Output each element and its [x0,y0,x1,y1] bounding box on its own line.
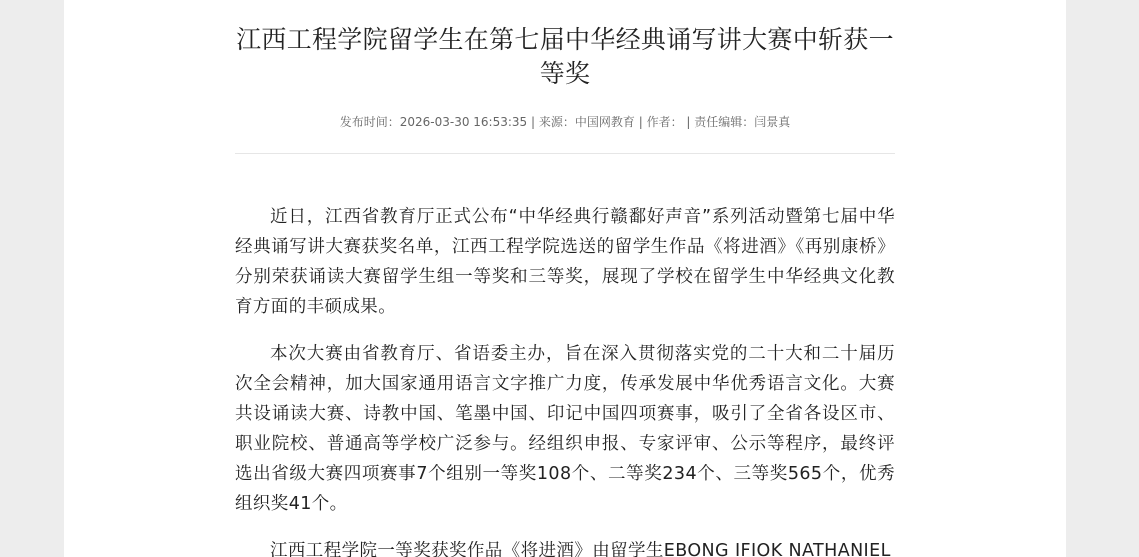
source-label: 来源： [538,115,575,129]
editor-label: 责任编辑： [694,115,755,129]
editor-name: 闫景真 [754,115,791,129]
source-name: 中国网教育 [574,115,635,129]
article-body [235,202,895,557]
author-label: 作者： [646,115,683,129]
publish-time-label: 发布时间： [339,115,400,129]
meta-separator: | [682,115,695,129]
article-container [235,0,895,557]
article-paragraph: 近日，江西省教育厅正式公布“中华经典行赣鄱好声音”系列活动暨第七届中华经典诵写讲大赛获奖名单，江西工程学院选送的留学生作品《将进酒》《再别康桥》分别荣获诵读大赛留学生组一等奖和三等奖，展现了学校在留学生中华经典文化教育方面的丰硕成果。 [235,207,895,317]
header-divider [235,153,895,154]
article-meta [235,113,895,131]
article-paragraph: 江西工程学院一等奖获奖作品《将进酒》由留学生EBONG IFIOK NATHANIEL [270,541,891,557]
publish-time: 2026-03-30 16:53:35 [399,115,528,129]
meta-separator: | [634,115,647,129]
article-page [64,0,1066,557]
meta-separator: | [527,115,539,129]
article-paragraph: 本次大赛由省教育厅、省语委主办，旨在深入贯彻落实党的二十大和二十届历次全会精神，加大国家通用语言文字推广力度，传承发展中华优秀语言文化。大赛共设诵读大赛、诗教中国、笔墨中国、印记中国四项赛事，吸引了全省各设区市、职业院校、普通高等学校广泛参与。经组织申报、专家评审、公示等程序，最终评选出省级大赛四项赛事7个组别一等奖108个、二等奖234个、三等奖565个，优秀组织奖41个。 [235,344,895,514]
article-title: 江西工程学院留学生在第七届中华经典诵写讲大赛中斩获一等奖 [236,25,894,88]
